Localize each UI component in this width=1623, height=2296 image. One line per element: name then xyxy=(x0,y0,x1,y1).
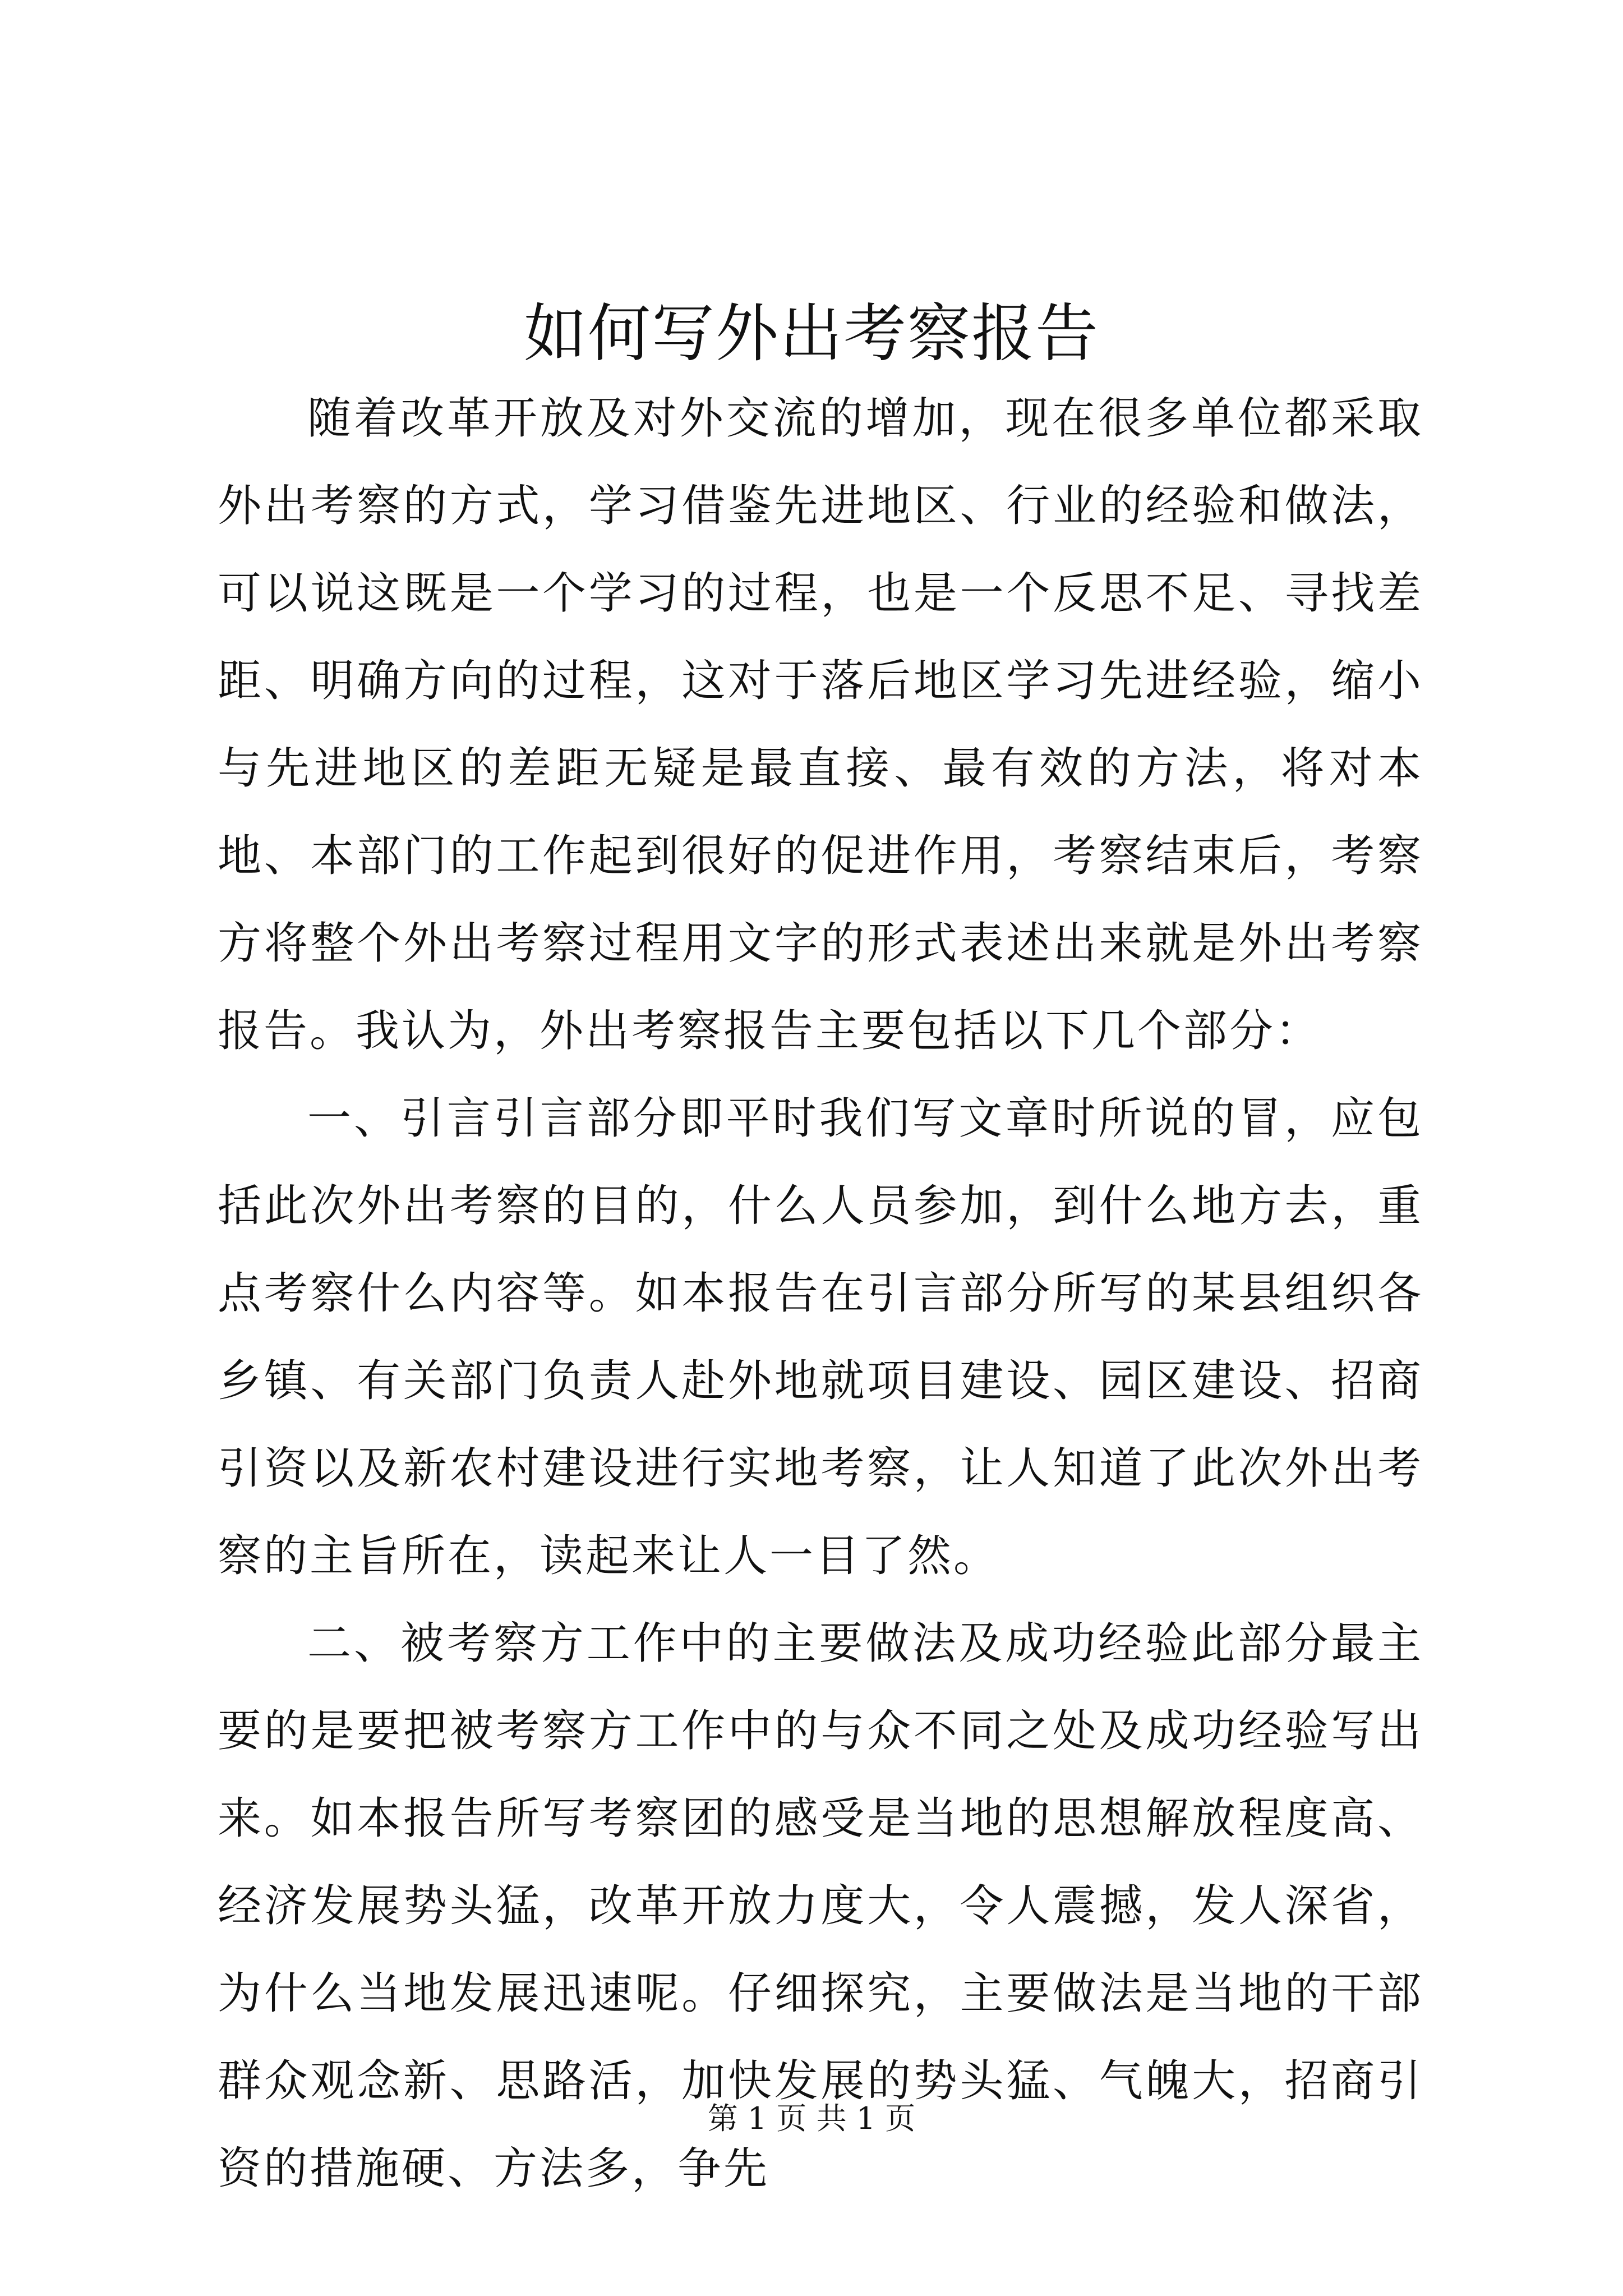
page-footer: 第 1 页 共 1 页 xyxy=(707,2101,916,2136)
document-title: 如何写外出考察报告 xyxy=(524,297,1099,370)
paragraph-section-2: 二、被考察方工作中的主要做法及成功经验此部分最主要的是要把被考察方工作中的与众不同之处及成功经验写出来。如本报告所写考察团的感受是当地的思想解放程度高、经济发展势头猛，改革开放力度大，令人震撼，发人深省，为什么当地发展迅速呢。仔细探究，主要做法是当地的干部群众观念新、思路活，加快发展的势头猛、气魄大，招商引资的措施硬、方法多，争先 xyxy=(218,1618,1423,2194)
paragraph-section-1: 一、引言引言部分即平时我们写文章时所说的冒，应包括此次外出考察的目的，什么人员参加，到什么地方去，重点考察什么内容等。如本报告在引言部分所写的某县组织各乡镇、有关部门负责人赴外地就项目建设、园区建设、招商引资以及新农村建设进行实地考察，让人知道了此次外出考察的主旨所在，读起来让人一目了然。 xyxy=(218,1093,1423,1581)
document-body xyxy=(218,375,1423,2212)
paragraph-intro: 随着改革开放及对外交流的增加，现在很多单位都采取外出考察的方式，学习借鉴先进地区、行业的经验和做法，可以说这既是一个学习的过程，也是一个反思不足、寻找差距、明确方向的过程，这对于落后地区学习先进经验，缩小与先进地区的差距无疑是最直接、最有效的方法，将对本地、本部门的工作起到很好的促进作用，考察结束后，考察方将整个外出考察过程用文字的形式表述出来就是外出考察报告。我认为，外出考察报告主要包括以下几个部分： xyxy=(218,393,1423,1056)
